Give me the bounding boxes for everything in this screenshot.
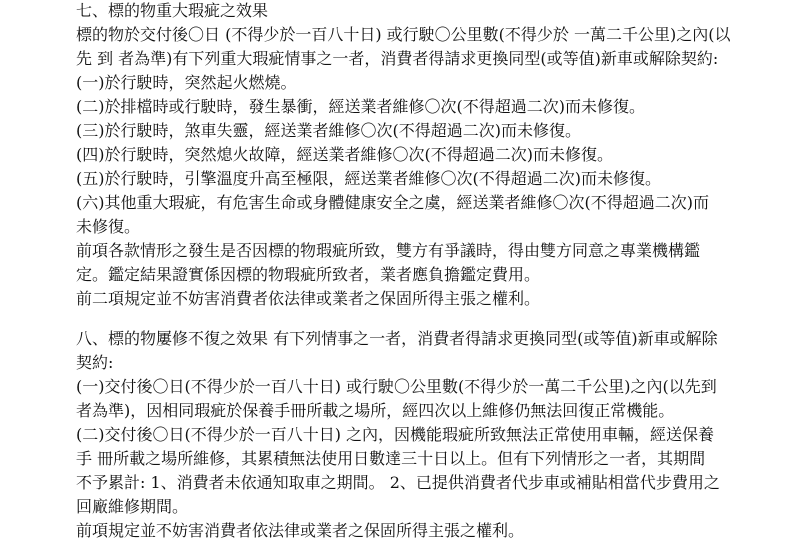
- section-7-text-line: 標的物於交付後〇日 (不得少於一百八十日) 或行駛〇公里數(不得少於 一萬二千公里)之內(以: [76, 25, 731, 44]
- section-8-item-2: (二)交付後〇日(不得少於一百八十日) 之內，因機能瑕疵所致無法正常使用車輛，經送保養: [76, 425, 715, 444]
- section-8-item-2-cont: 回廠維修期間。: [76, 497, 189, 516]
- section-7-item-6: (六)其他重大瑕疵，有危害生命或身體健康安全之虞，經送業者維修〇次(不得超過二次)而: [76, 193, 709, 212]
- section-8-item-1: (一)交付後〇日(不得少於一百八十日) 或行駛〇公里數(不得少於一萬二千公里)之內(以先到: [76, 377, 717, 396]
- section-7-note-line: 定。鑑定結果證實係因標的物瑕疵所致者，業者應負擔鑑定費用。: [76, 265, 541, 284]
- section-7-closing: 前二項規定並不妨害消費者依法律或業者之保固所得主張之權利。: [76, 289, 541, 308]
- section-7-item-4: (四)於行駛時，突然熄火故障，經送業者維修〇次(不得超過二次)而未修復。: [76, 145, 613, 164]
- section-8-text-line: 契約:: [76, 353, 114, 372]
- section-7-item-1: (一)於行駛時，突然起火燃燒。: [76, 73, 297, 92]
- section-7-item-5: (五)於行駛時，引擎溫度升高至極限，經送業者維修〇次(不得超過二次)而未修復。: [76, 169, 661, 188]
- section-7-item-3: (三)於行駛時，煞車失靈，經送業者維修〇次(不得超過二次)而未修復。: [76, 121, 581, 140]
- section-8-item-2-cont: 手 冊所載之場所維修，其累積無法使用日數達三十日以上。但有下列情形之一者，其期間: [76, 449, 706, 468]
- section-8-closing: 前項規定並不妨害消費者依法律或業者之保固所得主張之權利。: [76, 521, 525, 540]
- section-8-heading: 八、標的物屢修不復之效果 有下列情事之一者，消費者得請求更換同型(或等值)新車或解除: [76, 329, 718, 348]
- section-8-item-1-cont: 者為準)，因相同瑕疵於保養手冊所載之場所，經四次以上維修仍無法回復正常機能。: [76, 401, 675, 420]
- section-7-item-6-cont: 未修復。: [76, 217, 141, 236]
- section-7-note-line: 前項各款情形之發生是否因標的物瑕疵所致，雙方有爭議時，得由雙方同意之專業機構鑑: [76, 241, 701, 260]
- section-7-heading: 七、標的物重大瑕疵之效果: [76, 1, 269, 20]
- section-7-item-2: (二)於排檔時或行駛時，發生暴衝，經送業者維修〇次(不得超過二次)而未修復。: [76, 97, 645, 116]
- section-8-item-2-cont: 不予累計: 1、消費者未依通知取車之期間。 2、已提供消費者代步車或補貼相當代步費用之: [76, 473, 720, 492]
- section-7-text-line: 先 到 者為準)有下列重大瑕疵情事之一者，消費者得請求更換同型(或等值)新車或解除契約:: [76, 49, 719, 68]
